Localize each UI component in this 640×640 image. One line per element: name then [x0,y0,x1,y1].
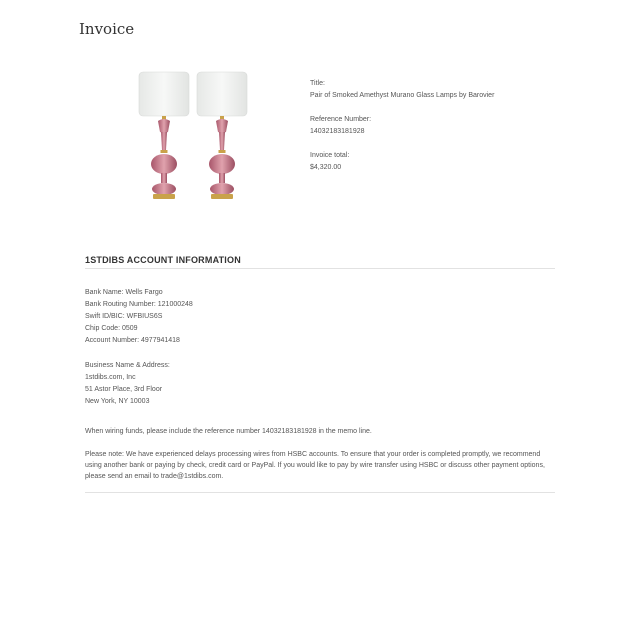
total-group [310,150,494,174]
business-info [85,360,170,408]
title-group [310,78,494,102]
total-value: $4,320.00 [310,164,342,171]
business-label: Business Name & Address: [85,362,170,369]
title-label: Title: [310,80,325,87]
chip-code: Chip Code: 0509 [85,325,138,332]
section-divider [85,492,555,493]
hsbc-note-line: using another bank or paying by check, credit card or PayPal. If you would like to pay by wire transfer using HSBC or discuss other payment options, [85,462,545,469]
title-value: Pair of Smoked Amethyst Murano Glass Lamps by Barovier [310,92,495,99]
product-image [134,70,254,204]
reference-value: 14032183181928 [310,128,365,135]
account-section-heading: 1STDIBS ACCOUNT INFORMATION [85,255,555,269]
business-street: 51 Astor Place, 3rd Floor [85,386,163,393]
hsbc-note-line: Please note: We have experienced delays processing wires from HSBC accounts. To ensure that your order is completed promptly, we recommend [85,451,541,458]
hsbc-note [85,449,555,482]
bank-info [85,287,193,347]
bank-name: Bank Name: Wells Fargo [85,289,163,296]
item-details [310,78,494,186]
business-name: 1stdibs.com, Inc [85,374,136,381]
total-label: Invoice total: [310,152,350,159]
business-city: New York, NY 10003 [85,398,150,405]
swift-id: Swift ID/BIC: WFBIUS6S [85,313,163,320]
memo-note: When wiring funds, please include the reference number 14032183181928 in the memo line. [85,428,372,435]
page-title: Invoice [79,20,135,38]
lamp-left [139,72,189,199]
account-number: Account Number: 4977941418 [85,337,180,344]
reference-label: Reference Number: [310,116,372,123]
reference-group [310,114,494,138]
hsbc-note-line: please send an email to trade@1stdibs.com. [85,473,224,480]
routing-number: Bank Routing Number: 121000248 [85,301,193,308]
lamp-right [197,72,247,199]
